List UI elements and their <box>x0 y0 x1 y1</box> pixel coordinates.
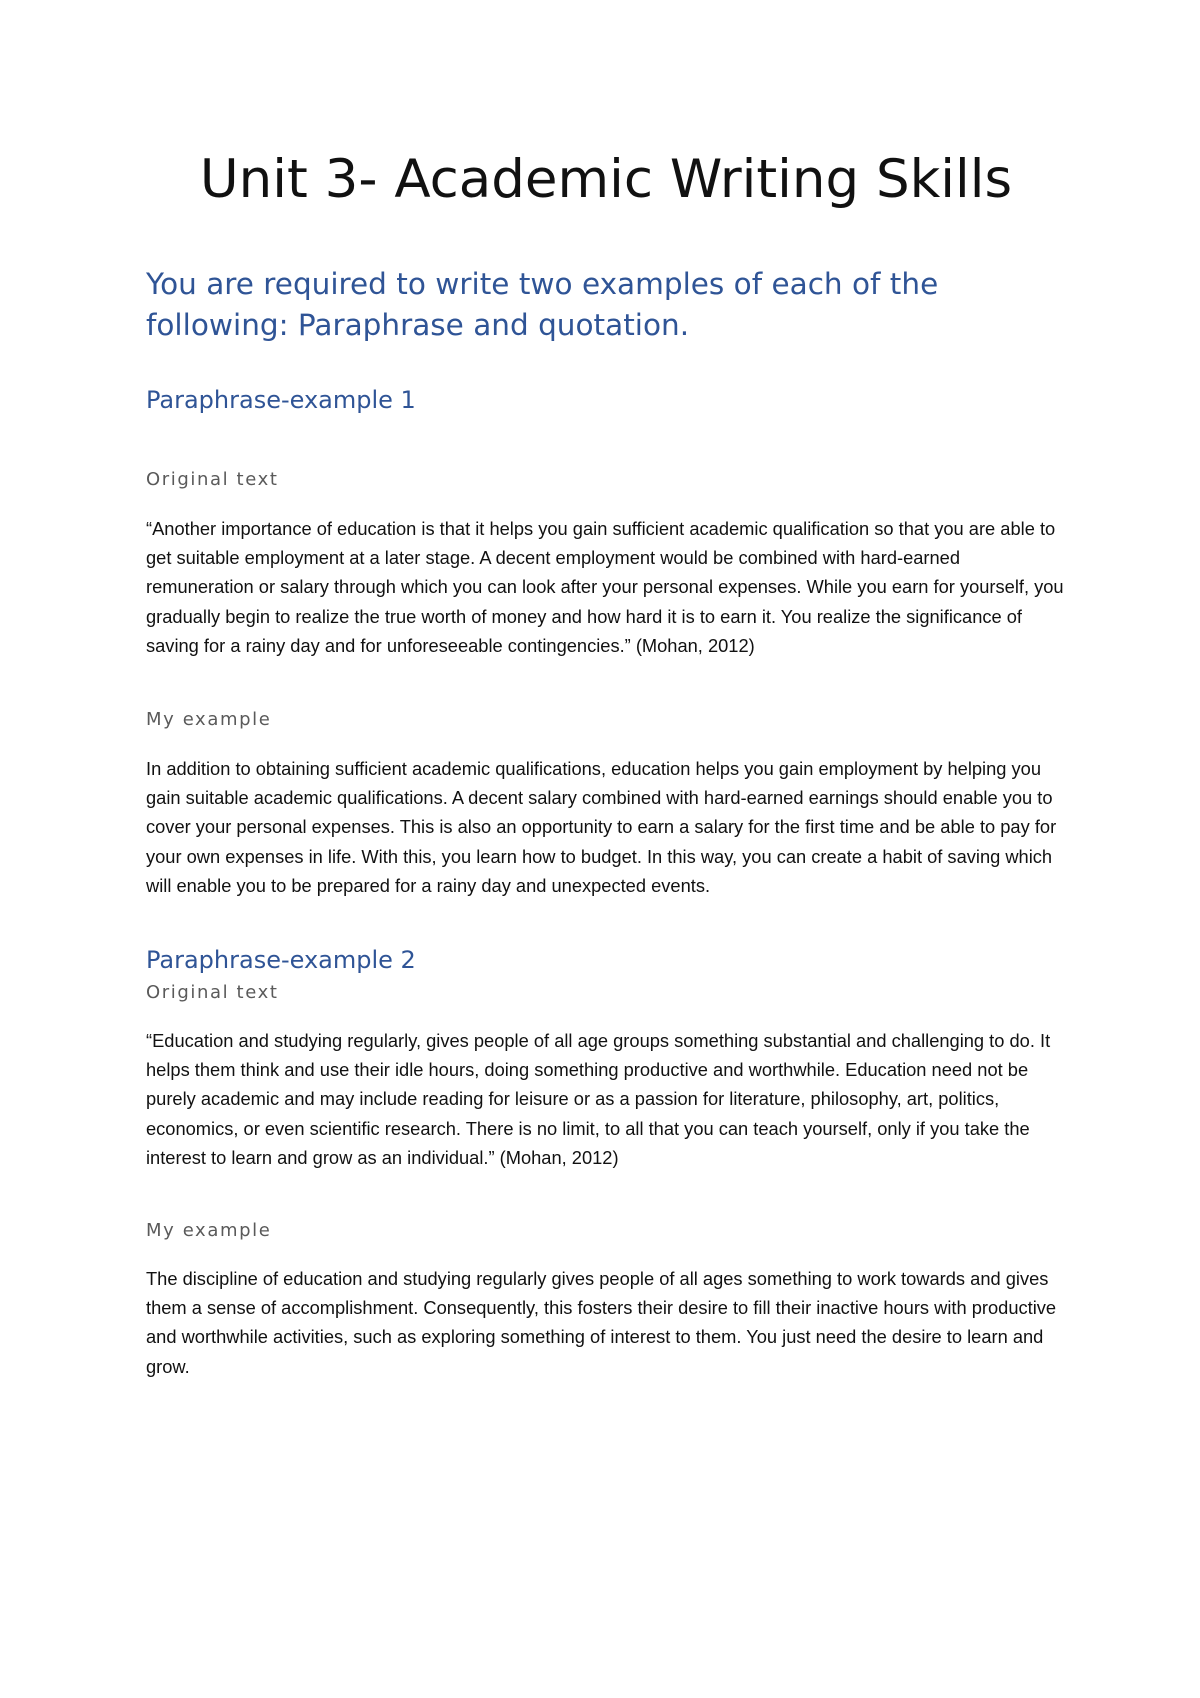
original-text-paragraph-1: “Another importance of education is that it helps you gain sufficient academic qualification so that you are able to get suitable employment at a later stage. A decent employment would be combined with hard-earned remuneration or salary through which you can look after your personal expenses. While you earn for yourself, you gradually begin to realize the true worth of money and how hard it is to earn it. You realize the significance of saving for a rainy day and for unforeseeable contingencies.” (Mohan, 2012) <box>146 518 1064 656</box>
my-example-label-1: My example <box>146 709 272 730</box>
document-subtitle: You are required to write two examples of each of the following: Paraphrase and quotation. <box>146 267 939 342</box>
my-example-label-2: My example <box>146 1220 272 1241</box>
my-example-paragraph-2: The discipline of education and studying regularly gives people of all ages something to work towards and gives them a sense of accomplishment. Consequently, this fosters their desire to fill their inactive hours with productive and worthwhile activities, such as exploring something of interest to them. You just need the desire to learn and grow. <box>146 1268 1057 1377</box>
original-text-label-1: Original text <box>146 469 279 490</box>
document-title: Unit 3- Academic Writing Skills <box>199 149 1013 210</box>
my-example-paragraph-1: In addition to obtaining sufficient academic qualifications, education helps you gain employment by helping you gain suitable academic qualifications. A decent salary combined with hard-earned earnings should enable you to cover your personal expenses. This is also an opportunity to earn a salary for the first time and be able to pay for your own expenses in life. With this, you learn how to budget. In this way, you can create a habit of saving which will enable you to be prepared for a rainy day and unexpected events. <box>146 758 1057 896</box>
section-heading-paraphrase-2: Paraphrase-example 2 <box>146 946 416 974</box>
section-heading-paraphrase-1: Paraphrase-example 1 <box>146 386 416 414</box>
original-text-paragraph-2: “Education and studying regularly, gives people of all age groups something substantial and challenging to do. It helps them think and use their idle hours, doing something productive and worthwhile. Education need not be purely academic and may include reading for leisure or as a passion for literature, philosophy, art, politics, economics, or even scientific research. There is no limit, to all that you can teach yourself, only if you take the interest to learn and grow as an individual.” (Mohan, 2012) <box>146 1030 1051 1168</box>
original-text-label-2: Original text <box>146 982 279 1003</box>
